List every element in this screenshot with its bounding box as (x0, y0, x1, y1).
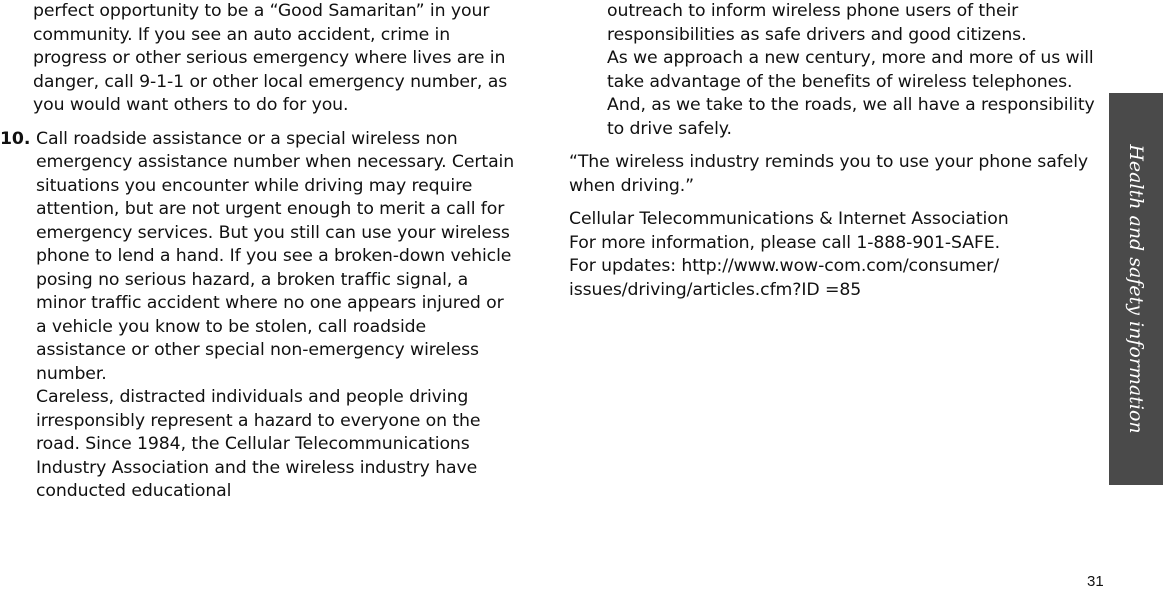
contact-url-path: issues/driving/articles.cfm?ID =85 (569, 279, 862, 300)
century-paragraph: As we approach a new century, more and more of us will take advantage of the benefits of wireless telephones. (607, 48, 1094, 92)
item-text: Call roadside assistance or a special wireless non emergency assistance number when necessary. Certain situations you encounter while driving may require attention, but are not urgent enough to merit a call for emergency services. But you still can use your wireless phone to lend a hand. If you see a broken-down vehicle posing no serious hazard, a broken traffic signal, a minor traffic accident where no one appears injured or a vehicle you know to be stolen, call roadside assistance or other special non-emergency wireless number. (36, 128, 515, 384)
roads-paragraph: And, as we take to the roads, we all have a responsibility to drive safely. (607, 95, 1095, 139)
section-side-tab (1109, 93, 1163, 485)
list-item-10 (0, 128, 516, 504)
right-column (569, 0, 1099, 302)
continuation-paragraph: perfect opportunity to be a “Good Samaritan” in your community. If you see an auto accident, crime in progress or other serious emergency where lives are in danger, call 9-1-1 or other local emergency number, as you would want others to do for you. (33, 1, 508, 115)
contact-info: For more information, please call 1-888-901-SAFE. (569, 232, 1001, 253)
contact-block (569, 208, 1089, 302)
page-number: 31 (1087, 573, 1104, 590)
side-tab-label: Health and safety information (1125, 144, 1147, 434)
contact-org: Cellular Telecommunications & Internet Association (569, 209, 1009, 229)
quote-paragraph: “The wireless industry reminds you to use your phone safely when driving.” (569, 152, 1089, 196)
contact-updates: For updates: http://www.wow-com.com/consumer/ (569, 256, 1000, 276)
left-column (0, 0, 530, 504)
item-number: 10. (0, 128, 31, 149)
indented-block (607, 0, 1097, 141)
item-text-2: Careless, distracted individuals and people driving irresponsibly represent a hazard to everyone on the road. Since 1984, the Cellular Telecommunications Industry Association and the wireless industry have conducted educational (36, 387, 481, 501)
continuation-paragraph-right: outreach to inform wireless phone users of their responsibilities as safe drivers and good citizens. (607, 1, 1027, 45)
